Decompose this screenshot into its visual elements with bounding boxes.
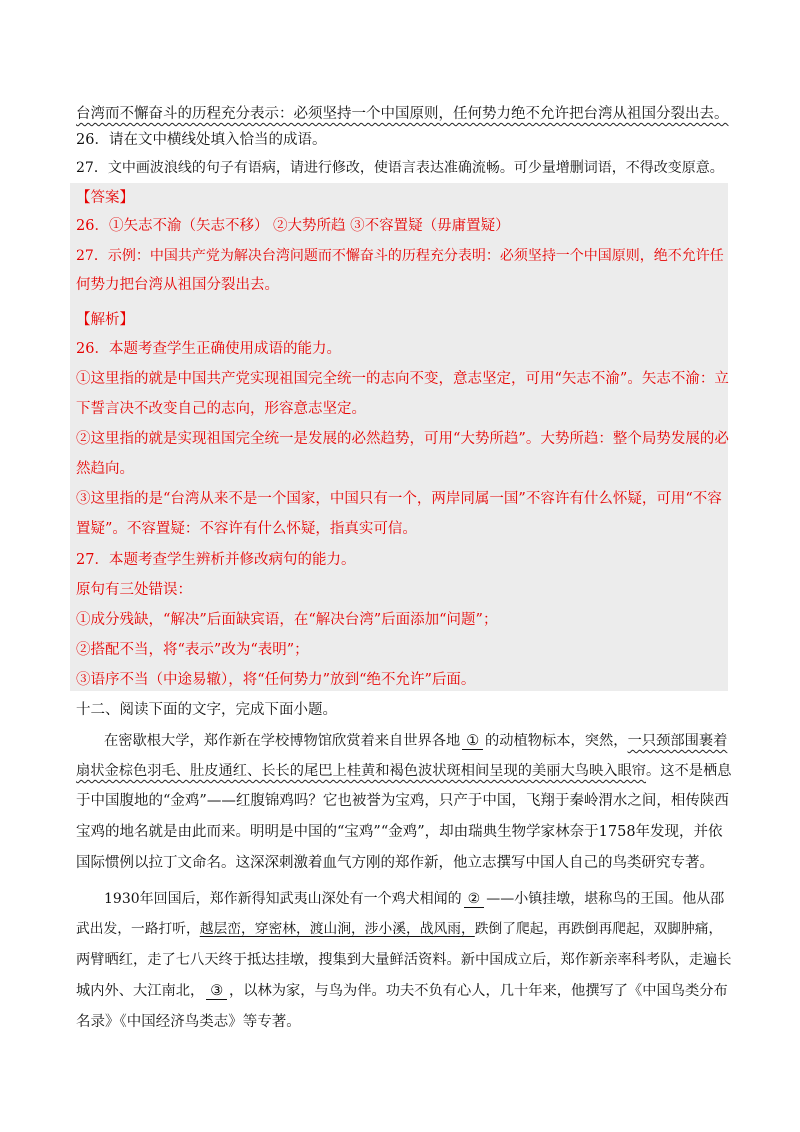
text: ——小镇挂墩，堪称鸟的王国。他从邵 <box>486 891 725 907</box>
text: 在密歇根大学，郑作新在学校博物馆欣赏着来自世界各地 <box>104 733 461 749</box>
passage-p1-line3: 于中国腹地的“金鸡”——红腹锦鸡吗？它也被誉为宝鸡，只产于中国，飞翔于秦岭渭水之间，相传陕西 <box>76 793 729 809</box>
passage-p2-line2 <box>76 919 722 939</box>
blank-1: ① <box>462 733 483 750</box>
analysis-26-point3-b: 置疑”。不容置疑：不容许有什么怀疑，指真实可信。 <box>76 521 417 537</box>
answer-27-line2: 何势力把台湾从祖国分裂出去。 <box>76 277 279 293</box>
passage-p1-line4: 宝鸡的地名就是由此而来。明明是中国的“宝鸡”“金鸡”，却由瑞典生物学家林奈于1758年发现，并依 <box>76 824 723 840</box>
analysis-27-point1: ①成分残缺，“解决”后面缺宾语，在“解决台湾”后面添加“问题”； <box>76 612 498 628</box>
wavy-underlined-sentence-end: 台湾而不懈奋斗的历程充分表示：必须坚持一个中国原则，任何势力绝不允许把台湾从祖国分裂出去。 <box>76 106 729 122</box>
answer-26: 26．①矢志不渝（矢志不移） ②大势所趋 ③不容置疑（毋庸置疑） <box>76 218 510 234</box>
blank-3: ③ <box>206 983 227 1000</box>
analysis-26-point1-b: 下誓言决不改变自己的志向，形容意志坚定。 <box>76 401 366 417</box>
blank-2: ② <box>464 891 485 908</box>
wavy-underlined-sentence: 扇状金棕色羽毛、肚皮通红、长长的尾巴上桂黄和褐色波状斑相间呈现的美丽大鸟映入眼帘 <box>76 763 647 779</box>
passage-p1-line1 <box>104 731 727 751</box>
passage-p1-line2 <box>76 761 732 781</box>
answer-27-line1: 27．示例：中国共产党为解决台湾问题而不懈奋斗的历程充分表明：必须坚持一个中国原则，绝不允许任 <box>76 248 724 264</box>
text: 武出发，一路打听， <box>76 921 200 937</box>
underlined-phrase: 越层峦，穿密林，渡山涧，涉小溪，战风雨， <box>199 921 475 937</box>
passage-p2-line5: 名录》《中国经济鸟类志》等专著。 <box>76 1014 301 1030</box>
passage-p2-line3: 两臂晒红，走了七八天终于抵达挂墩，搜集到大量鲜活资料。新中国成立后，郑作新亲率科考队，走遍长 <box>76 952 732 968</box>
analysis-27-intro: 原句有三处错误： <box>76 582 192 598</box>
passage-p2-line4 <box>76 981 728 1001</box>
answer-label: 【答案】 <box>76 190 134 206</box>
text: 的动植物标本，突然， <box>485 733 628 749</box>
analysis-label: 【解析】 <box>76 312 134 328</box>
analysis-26-point1-a: ①这里指的就是中国共产党实现祖国完全统一的志向不变，意志坚定，可用“矢志不渝”。矢志不渝：立 <box>76 371 729 387</box>
text: 跌倒了爬起，再跌倒再爬起，双脚肿痛， <box>474 921 723 937</box>
analysis-26-title: 26．本题考查学生正确使用成语的能力。 <box>76 341 341 357</box>
analysis-27-point2: ②搭配不当，将“表示”改为“表明”； <box>76 642 309 658</box>
passage-p2-line1 <box>104 889 724 909</box>
wavy-underlined-sentence-start: 一只颈部围裹着 <box>627 733 728 749</box>
analysis-26-point2-a: ②这里指的就是实现祖国完全统一是发展的必然趋势，可用“大势所趋”。大势所趋：整个局势发展的必 <box>76 431 729 447</box>
passage-p1-line5: 国际惯例以拉丁文命名。这深深刺激着血气方刚的郑作新，他立志撰写中国人自己的鸟类研究专著。 <box>76 855 714 871</box>
analysis-27-title: 27．本题考查学生辨析并修改病句的能力。 <box>76 552 356 568</box>
analysis-26-point3-a: ③这里指的是“台湾从来不是一个国家，中国只有一个，两岸同属一国”不容许有什么怀疑，可用“不容 <box>76 491 722 507</box>
analysis-26-point2-b: 然趋向。 <box>76 461 134 477</box>
passage-tail <box>76 104 729 124</box>
section-12-heading: 十二、阅读下面的文字，完成下面小题。 <box>76 702 337 718</box>
text: ，以林为家，与鸟为伴。功夫不负有心人，几十年来，他撰写了《中国鸟类分布 <box>229 983 728 999</box>
text: 1930年回国后，郑作新得知武夷山深处有一个鸡犬相闻的 <box>104 891 462 907</box>
analysis-27-point3: ③语序不当（中途易辙），将“任何势力”放到“绝不允许”后面。 <box>76 672 476 688</box>
question-26: 26．请在文中横线处填入恰当的成语。 <box>76 132 327 148</box>
question-27: 27．文中画波浪线的句子有语病，请进行修改，使语言表达准确流畅。可少量增删词语，不得改变原意。 <box>76 160 724 176</box>
text: 城内外、大江南北， <box>76 983 205 999</box>
text: 。这不是栖息 <box>646 763 732 779</box>
